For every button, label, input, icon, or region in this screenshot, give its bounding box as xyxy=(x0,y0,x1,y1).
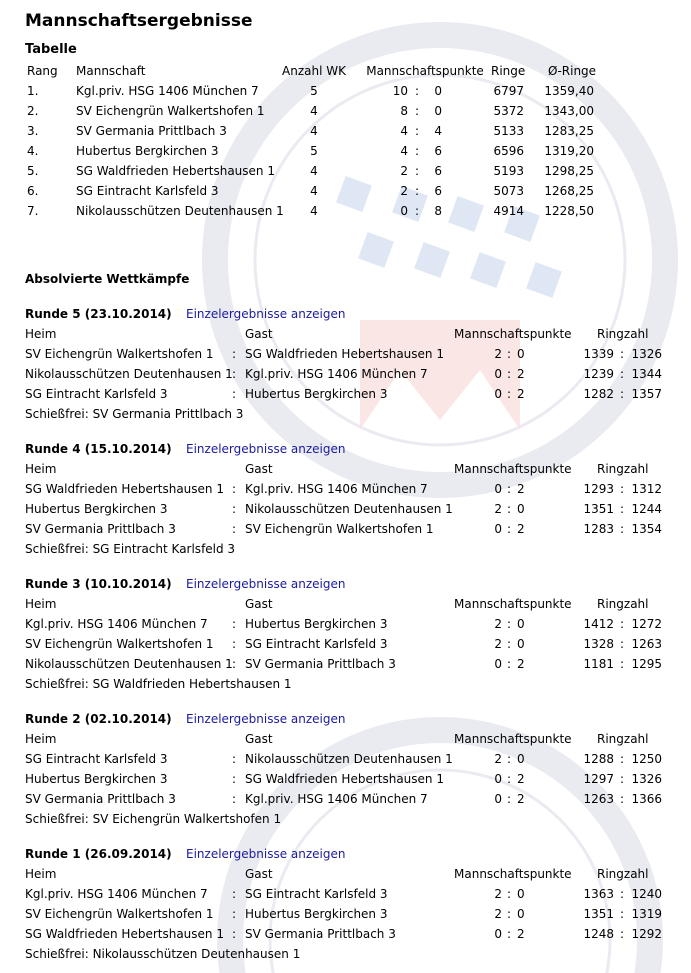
guest-rings: 1312 xyxy=(631,482,662,496)
home-points: 0 xyxy=(494,387,502,401)
rank-cell: 4. xyxy=(27,144,39,158)
team-cell: Hubertus Bergkirchen 3 xyxy=(76,144,219,158)
guest-rings: 1263 xyxy=(631,637,662,651)
guest-team: SG Eintracht Karlsfeld 3 xyxy=(245,637,388,651)
home-points: 0 xyxy=(494,522,502,536)
bye-team: Schießfrei: SG Waldfrieden Hebertshausen 1 xyxy=(25,677,292,691)
points-separator: : xyxy=(414,204,420,218)
home-team: SG Waldfrieden Hebertshausen 1 xyxy=(25,482,224,496)
col-header-punkte: Mannschaftspunkte xyxy=(454,327,572,341)
home-rings: 1297 xyxy=(583,772,614,786)
col-header-ringzahl: Ringzahl xyxy=(597,327,649,341)
guest-rings: 1354 xyxy=(631,522,662,536)
guest-points: 0 xyxy=(517,347,525,361)
col-header-ringzahl: Ringzahl xyxy=(597,867,649,881)
guest-points: 2 xyxy=(517,657,525,671)
home-points: 2 xyxy=(494,907,502,921)
home-points: 0 xyxy=(494,657,502,671)
home-rings: 1293 xyxy=(583,482,614,496)
show-details-link[interactable]: Einzelergebnisse anzeigen xyxy=(186,307,346,321)
guest-team: SG Waldfrieden Hebertshausen 1 xyxy=(245,347,444,361)
home-team: SG Eintracht Karlsfeld 3 xyxy=(25,387,168,401)
points-separator: : xyxy=(414,124,420,138)
rank-cell: 3. xyxy=(27,124,39,138)
rings-separator: : xyxy=(619,657,625,671)
home-points: 2 xyxy=(494,887,502,901)
guest-points: 2 xyxy=(517,387,525,401)
rings-cell: 5073 xyxy=(493,184,524,198)
col-header-anzahl-wk: Anzahl WK xyxy=(282,64,346,78)
matches-heading: Absolvierte Wettkämpfe xyxy=(25,272,190,286)
col-header-rang: Rang xyxy=(27,64,58,78)
col-header-gast: Gast xyxy=(245,867,273,881)
guest-team: SV Eichengrün Walkertshofen 1 xyxy=(245,522,434,536)
points-separator: : xyxy=(506,657,512,671)
home-team: SV Germania Prittlbach 3 xyxy=(25,792,176,806)
guest-points: 2 xyxy=(517,522,525,536)
round-title: Runde 3 (10.10.2014) xyxy=(25,577,172,591)
home-points: 0 xyxy=(494,927,502,941)
col-header-punkte: Mannschaftspunkte xyxy=(454,597,572,611)
guest-team: Nikolausschützen Deutenhausen 1 xyxy=(245,752,453,766)
round-title: Runde 1 (26.09.2014) xyxy=(25,847,172,861)
guest-team: SG Waldfrieden Hebertshausen 1 xyxy=(245,772,444,786)
guest-rings: 1240 xyxy=(631,887,662,901)
guest-team: Hubertus Bergkirchen 3 xyxy=(245,617,388,631)
team-separator: : xyxy=(232,772,237,786)
team-cell: SV Eichengrün Walkertshofen 1 xyxy=(76,104,265,118)
col-header-heim: Heim xyxy=(25,597,57,611)
round-title: Runde 5 (23.10.2014) xyxy=(25,307,172,321)
bye-team: Schießfrei: Nikolausschützen Deutenhausen 1 xyxy=(25,947,301,961)
avg-rings-cell: 1283,25 xyxy=(544,124,594,138)
team-separator: : xyxy=(232,617,237,631)
show-details-link[interactable]: Einzelergebnisse anzeigen xyxy=(186,577,346,591)
team-separator: : xyxy=(232,657,237,671)
home-team: SG Eintracht Karlsfeld 3 xyxy=(25,752,168,766)
team-separator: : xyxy=(232,927,237,941)
points-won-cell: 8 xyxy=(400,104,408,118)
guest-points: 2 xyxy=(517,772,525,786)
show-details-link[interactable]: Einzelergebnisse anzeigen xyxy=(186,442,346,456)
team-separator: : xyxy=(232,502,237,516)
team-separator: : xyxy=(232,887,237,901)
guest-rings: 1244 xyxy=(631,502,662,516)
home-rings: 1282 xyxy=(583,387,614,401)
guest-rings: 1292 xyxy=(631,927,662,941)
wk-count-cell: 4 xyxy=(310,164,318,178)
guest-rings: 1250 xyxy=(631,752,662,766)
points-separator: : xyxy=(414,164,420,178)
points-separator: : xyxy=(506,792,512,806)
team-cell: Nikolausschützen Deutenhausen 1 xyxy=(76,204,284,218)
team-separator: : xyxy=(232,907,237,921)
guest-points: 2 xyxy=(517,792,525,806)
points-won-cell: 4 xyxy=(400,124,408,138)
home-rings: 1363 xyxy=(583,887,614,901)
guest-team: Hubertus Bergkirchen 3 xyxy=(245,387,388,401)
rings-separator: : xyxy=(619,772,625,786)
points-separator: : xyxy=(414,144,420,158)
guest-points: 2 xyxy=(517,482,525,496)
rings-separator: : xyxy=(619,502,625,516)
points-won-cell: 4 xyxy=(400,144,408,158)
bye-team: Schießfrei: SV Eichengrün Walkertshofen 1 xyxy=(25,812,282,826)
team-cell: SG Eintracht Karlsfeld 3 xyxy=(76,184,219,198)
page-title: Mannschaftsergebnisse xyxy=(25,11,253,31)
home-rings: 1351 xyxy=(583,502,614,516)
team-cell: Kgl.priv. HSG 1406 München 7 xyxy=(76,84,259,98)
home-team: Hubertus Bergkirchen 3 xyxy=(25,772,168,786)
guest-team: Kgl.priv. HSG 1406 München 7 xyxy=(245,482,428,496)
rings-separator: : xyxy=(619,752,625,766)
rings-separator: : xyxy=(619,617,625,631)
show-details-link[interactable]: Einzelergebnisse anzeigen xyxy=(186,847,346,861)
rings-separator: : xyxy=(619,887,625,901)
home-rings: 1263 xyxy=(583,792,614,806)
col-header-heim: Heim xyxy=(25,462,57,476)
col-header-punkte: Mannschaftspunkte xyxy=(454,867,572,881)
points-separator: : xyxy=(506,387,512,401)
points-separator: : xyxy=(414,84,420,98)
col-header-gast: Gast xyxy=(245,462,273,476)
col-header-ringe: Ringe xyxy=(491,64,526,78)
points-separator: : xyxy=(506,347,512,361)
home-points: 2 xyxy=(494,502,502,516)
rings-cell: 5372 xyxy=(493,104,524,118)
col-header-mannschaftspunkte: Mannschaftspunkte xyxy=(366,64,484,78)
rings-separator: : xyxy=(619,907,625,921)
guest-team: SV Germania Prittlbach 3 xyxy=(245,657,396,671)
home-rings: 1412 xyxy=(583,617,614,631)
guest-points: 0 xyxy=(517,907,525,921)
points-separator: : xyxy=(414,184,420,198)
home-team: SV Eichengrün Walkertshofen 1 xyxy=(25,347,214,361)
rings-separator: : xyxy=(619,347,625,361)
rings-separator: : xyxy=(619,387,625,401)
col-header-gast: Gast xyxy=(245,732,273,746)
show-details-link[interactable]: Einzelergebnisse anzeigen xyxy=(186,712,346,726)
home-team: Nikolausschützen Deutenhausen 1 xyxy=(25,367,233,381)
points-lost-cell: 6 xyxy=(434,164,442,178)
col-header-gast: Gast xyxy=(245,327,273,341)
rings-cell: 4914 xyxy=(493,204,524,218)
rings-cell: 6797 xyxy=(493,84,524,98)
home-rings: 1351 xyxy=(583,907,614,921)
guest-team: SV Germania Prittlbach 3 xyxy=(245,927,396,941)
team-separator: : xyxy=(232,792,237,806)
team-separator: : xyxy=(232,752,237,766)
points-separator: : xyxy=(506,772,512,786)
points-won-cell: 2 xyxy=(400,164,408,178)
points-lost-cell: 4 xyxy=(434,124,442,138)
round-title: Runde 4 (15.10.2014) xyxy=(25,442,172,456)
points-separator: : xyxy=(414,104,420,118)
points-lost-cell: 6 xyxy=(434,184,442,198)
round-title: Runde 2 (02.10.2014) xyxy=(25,712,172,726)
team-separator: : xyxy=(232,482,237,496)
col-header-ringzahl: Ringzahl xyxy=(597,597,649,611)
home-rings: 1328 xyxy=(583,637,614,651)
guest-team: SG Eintracht Karlsfeld 3 xyxy=(245,887,388,901)
guest-points: 0 xyxy=(517,502,525,516)
home-rings: 1339 xyxy=(583,347,614,361)
points-lost-cell: 0 xyxy=(434,104,442,118)
rank-cell: 7. xyxy=(27,204,39,218)
guest-team: Nikolausschützen Deutenhausen 1 xyxy=(245,502,453,516)
col-header-punkte: Mannschaftspunkte xyxy=(454,462,572,476)
home-team: SV Germania Prittlbach 3 xyxy=(25,522,176,536)
home-rings: 1248 xyxy=(583,927,614,941)
home-points: 0 xyxy=(494,482,502,496)
points-separator: : xyxy=(506,927,512,941)
points-separator: : xyxy=(506,907,512,921)
guest-points: 0 xyxy=(517,752,525,766)
rings-cell: 5193 xyxy=(493,164,524,178)
avg-rings-cell: 1268,25 xyxy=(544,184,594,198)
rank-cell: 6. xyxy=(27,184,39,198)
wk-count-cell: 5 xyxy=(310,84,318,98)
col-header-schnitt: Ø-Ringe xyxy=(548,64,597,78)
guest-points: 0 xyxy=(517,887,525,901)
home-team: Kgl.priv. HSG 1406 München 7 xyxy=(25,887,208,901)
points-separator: : xyxy=(506,617,512,631)
avg-rings-cell: 1228,50 xyxy=(544,204,594,218)
guest-team: Kgl.priv. HSG 1406 München 7 xyxy=(245,792,428,806)
rank-cell: 5. xyxy=(27,164,39,178)
home-points: 2 xyxy=(494,347,502,361)
team-separator: : xyxy=(232,367,237,381)
bye-team: Schießfrei: SV Germania Prittlbach 3 xyxy=(25,407,244,421)
guest-rings: 1357 xyxy=(631,387,662,401)
home-team: Kgl.priv. HSG 1406 München 7 xyxy=(25,617,208,631)
home-points: 2 xyxy=(494,617,502,631)
points-separator: : xyxy=(506,522,512,536)
home-team: Nikolausschützen Deutenhausen 1 xyxy=(25,657,233,671)
home-points: 0 xyxy=(494,792,502,806)
col-header-ringzahl: Ringzahl xyxy=(597,462,649,476)
wk-count-cell: 5 xyxy=(310,144,318,158)
points-won-cell: 2 xyxy=(400,184,408,198)
rings-separator: : xyxy=(619,927,625,941)
points-separator: : xyxy=(506,482,512,496)
points-separator: : xyxy=(506,887,512,901)
guest-points: 2 xyxy=(517,927,525,941)
home-points: 0 xyxy=(494,772,502,786)
guest-points: 0 xyxy=(517,617,525,631)
home-rings: 1181 xyxy=(583,657,614,671)
guest-team: Hubertus Bergkirchen 3 xyxy=(245,907,388,921)
home-team: SG Waldfrieden Hebertshausen 1 xyxy=(25,927,224,941)
team-cell: SG Waldfrieden Hebertshausen 1 xyxy=(76,164,275,178)
guest-rings: 1326 xyxy=(631,772,662,786)
home-rings: 1288 xyxy=(583,752,614,766)
guest-rings: 1326 xyxy=(631,347,662,361)
points-lost-cell: 6 xyxy=(434,144,442,158)
home-rings: 1239 xyxy=(583,367,614,381)
col-header-punkte: Mannschaftspunkte xyxy=(454,732,572,746)
rings-separator: : xyxy=(619,792,625,806)
points-separator: : xyxy=(506,637,512,651)
bye-team: Schießfrei: SG Eintracht Karlsfeld 3 xyxy=(25,542,236,556)
wk-count-cell: 4 xyxy=(310,204,318,218)
col-header-heim: Heim xyxy=(25,732,57,746)
team-cell: SV Germania Prittlbach 3 xyxy=(76,124,227,138)
avg-rings-cell: 1319,20 xyxy=(544,144,594,158)
guest-rings: 1272 xyxy=(631,617,662,631)
home-team: SV Eichengrün Walkertshofen 1 xyxy=(25,907,214,921)
guest-points: 2 xyxy=(517,367,525,381)
guest-rings: 1344 xyxy=(631,367,662,381)
rings-separator: : xyxy=(619,482,625,496)
home-points: 2 xyxy=(494,752,502,766)
team-separator: : xyxy=(232,637,237,651)
guest-rings: 1295 xyxy=(631,657,662,671)
avg-rings-cell: 1343,00 xyxy=(544,104,594,118)
col-header-heim: Heim xyxy=(25,867,57,881)
rings-cell: 5133 xyxy=(493,124,524,138)
wk-count-cell: 4 xyxy=(310,184,318,198)
rank-cell: 2. xyxy=(27,104,39,118)
rings-separator: : xyxy=(619,637,625,651)
col-header-gast: Gast xyxy=(245,597,273,611)
home-points: 2 xyxy=(494,637,502,651)
home-rings: 1283 xyxy=(583,522,614,536)
avg-rings-cell: 1359,40 xyxy=(544,84,594,98)
points-lost-cell: 8 xyxy=(434,204,442,218)
guest-rings: 1319 xyxy=(631,907,662,921)
guest-rings: 1366 xyxy=(631,792,662,806)
avg-rings-cell: 1298,25 xyxy=(544,164,594,178)
team-separator: : xyxy=(232,522,237,536)
points-won-cell: 10 xyxy=(392,84,408,98)
col-header-mannschaft: Mannschaft xyxy=(76,64,146,78)
points-separator: : xyxy=(506,752,512,766)
wk-count-cell: 4 xyxy=(310,124,318,138)
col-header-heim: Heim xyxy=(25,327,57,341)
rings-cell: 6596 xyxy=(493,144,524,158)
guest-points: 0 xyxy=(517,637,525,651)
home-team: SV Eichengrün Walkertshofen 1 xyxy=(25,637,214,651)
rank-cell: 1. xyxy=(27,84,39,98)
home-points: 0 xyxy=(494,367,502,381)
points-separator: : xyxy=(506,502,512,516)
rings-separator: : xyxy=(619,522,625,536)
wk-count-cell: 4 xyxy=(310,104,318,118)
points-lost-cell: 0 xyxy=(434,84,442,98)
points-won-cell: 0 xyxy=(400,204,408,218)
guest-team: Kgl.priv. HSG 1406 München 7 xyxy=(245,367,428,381)
table-heading: Tabelle xyxy=(25,42,77,57)
team-separator: : xyxy=(232,387,237,401)
rings-separator: : xyxy=(619,367,625,381)
home-team: Hubertus Bergkirchen 3 xyxy=(25,502,168,516)
points-separator: : xyxy=(506,367,512,381)
col-header-ringzahl: Ringzahl xyxy=(597,732,649,746)
team-separator: : xyxy=(232,347,237,361)
